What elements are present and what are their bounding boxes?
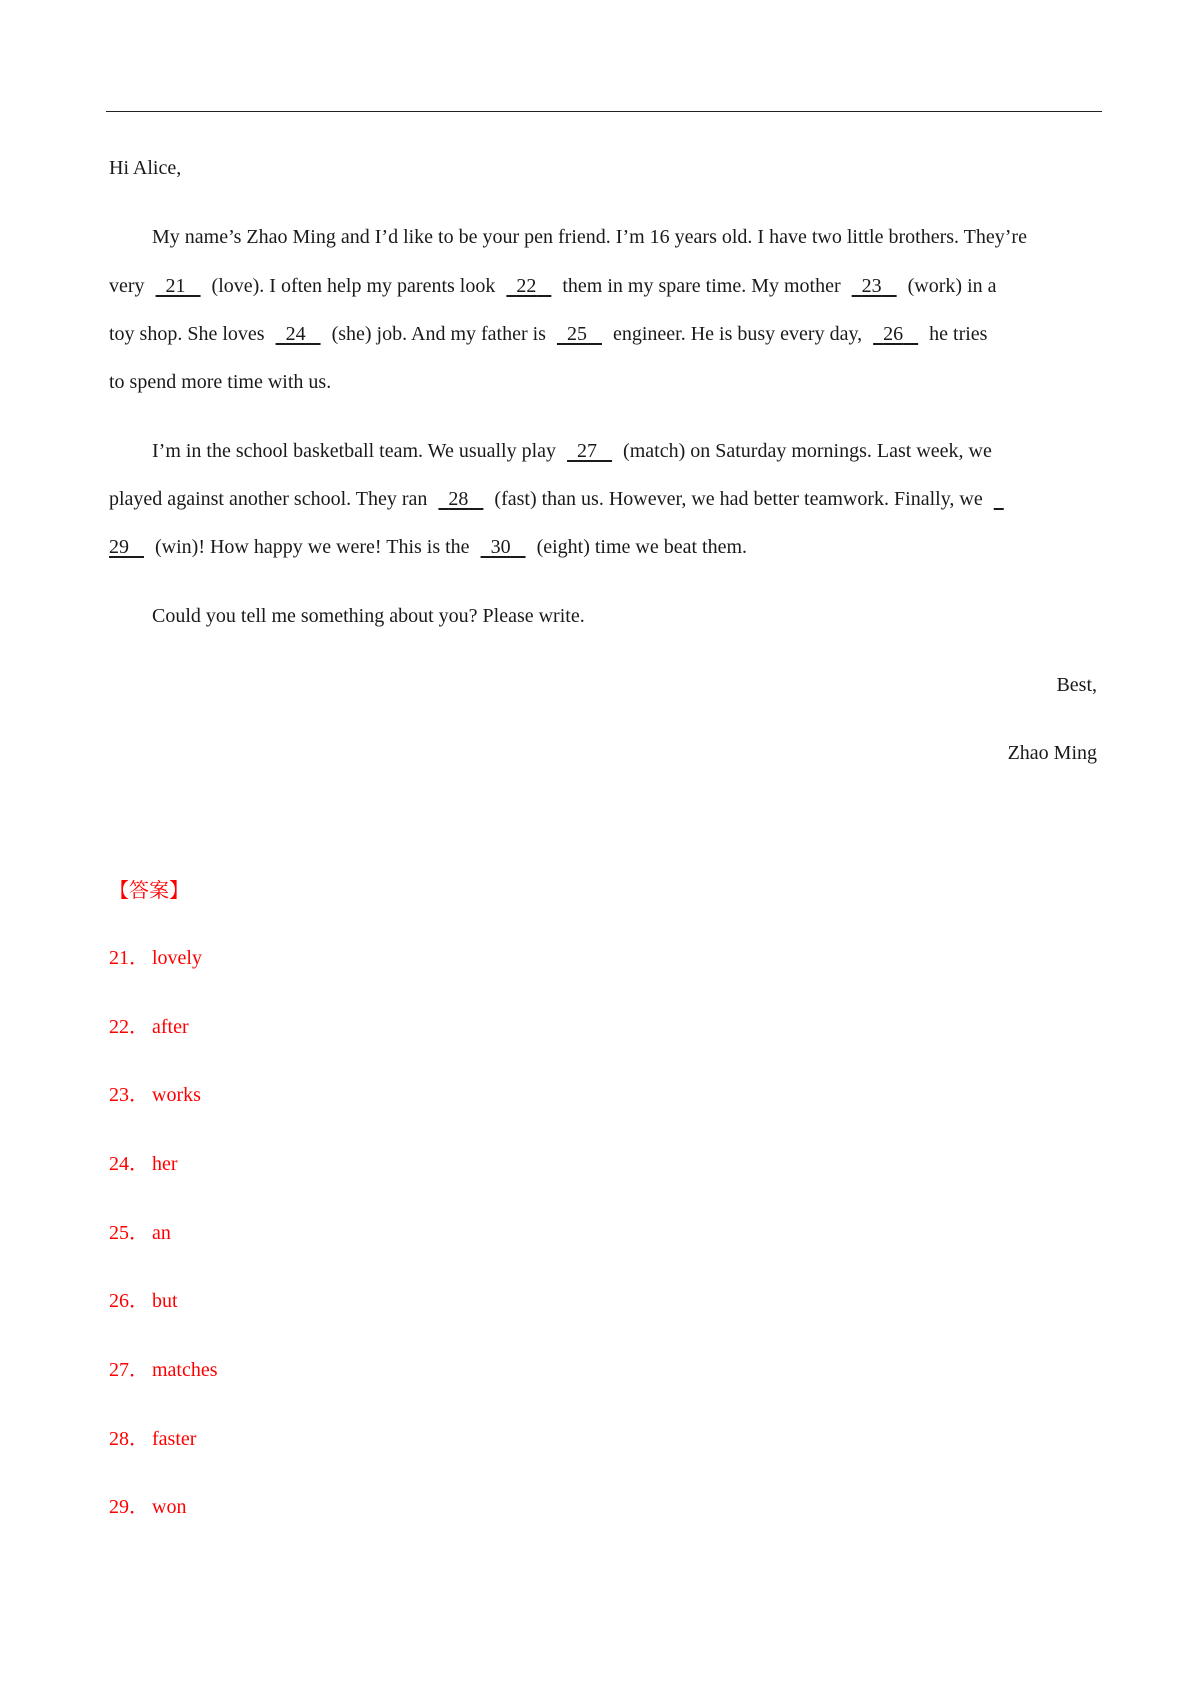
blank-27[interactable]: 27	[577, 440, 598, 462]
blank-29[interactable]: 29	[109, 536, 129, 558]
blank-30[interactable]: 30	[490, 536, 511, 558]
blank-25[interactable]: 25	[566, 323, 587, 345]
paragraph-2-line-1: I’m in the school basketball team. We usually play 27 (match) on Saturday mornings. Last week, we	[152, 440, 992, 462]
answer-item: 23． works	[109, 1084, 201, 1106]
blank-24[interactable]: 24	[285, 323, 306, 345]
answer-item: 24． her	[109, 1153, 178, 1175]
blank-26[interactable]: 26	[883, 323, 904, 345]
paragraph-3: Could you tell me something about you? Please write.	[152, 605, 585, 627]
letter-closing: Best,	[1056, 674, 1097, 696]
answer-item: 26． but	[109, 1290, 178, 1312]
answer-item: 29． won	[109, 1496, 187, 1518]
paragraph-1-line-4: to spend more time with us.	[109, 371, 332, 393]
paragraph-2-line-2: played against another school. They ran 28 (fast) than us. However, we had better teamwork. Finally, we	[109, 487, 1004, 511]
blank-23[interactable]: 23	[861, 275, 882, 297]
blank-28[interactable]: 28	[448, 488, 469, 510]
answer-item: 22． after	[109, 1016, 189, 1038]
answer-item: 25． an	[109, 1222, 171, 1244]
paragraph-1-line-3: toy shop. She loves 24 (she) job. And my father is 25 engineer. He is busy every day, 26 he tries	[109, 323, 988, 345]
answers-header: 【答案】	[109, 878, 189, 902]
blank-21[interactable]: 21	[165, 275, 186, 297]
blank-22[interactable]: 22	[516, 275, 537, 297]
paragraph-1-line-2: very 21 (love). I often help my parents look 22 them in my spare time. My mother 23 (work) in a	[109, 275, 997, 297]
answer-item: 27． matches	[109, 1359, 218, 1381]
blank-29-start[interactable]	[994, 488, 1004, 510]
paragraph-1-line-1: My name’s Zhao Ming and I’d like to be your pen friend. I’m 16 years old. I have two little brothers. They’re	[152, 226, 1027, 248]
letter-greeting: Hi Alice,	[109, 157, 182, 179]
paragraph-2-line-3: 29 (win)! How happy we were! This is the 30 (eight) time we beat them.	[109, 536, 748, 558]
header-rule	[106, 111, 1102, 112]
answer-item: 28． faster	[109, 1428, 197, 1450]
letter-signature: Zhao Ming	[1007, 742, 1097, 764]
answer-item: 21． lovely	[109, 947, 202, 969]
